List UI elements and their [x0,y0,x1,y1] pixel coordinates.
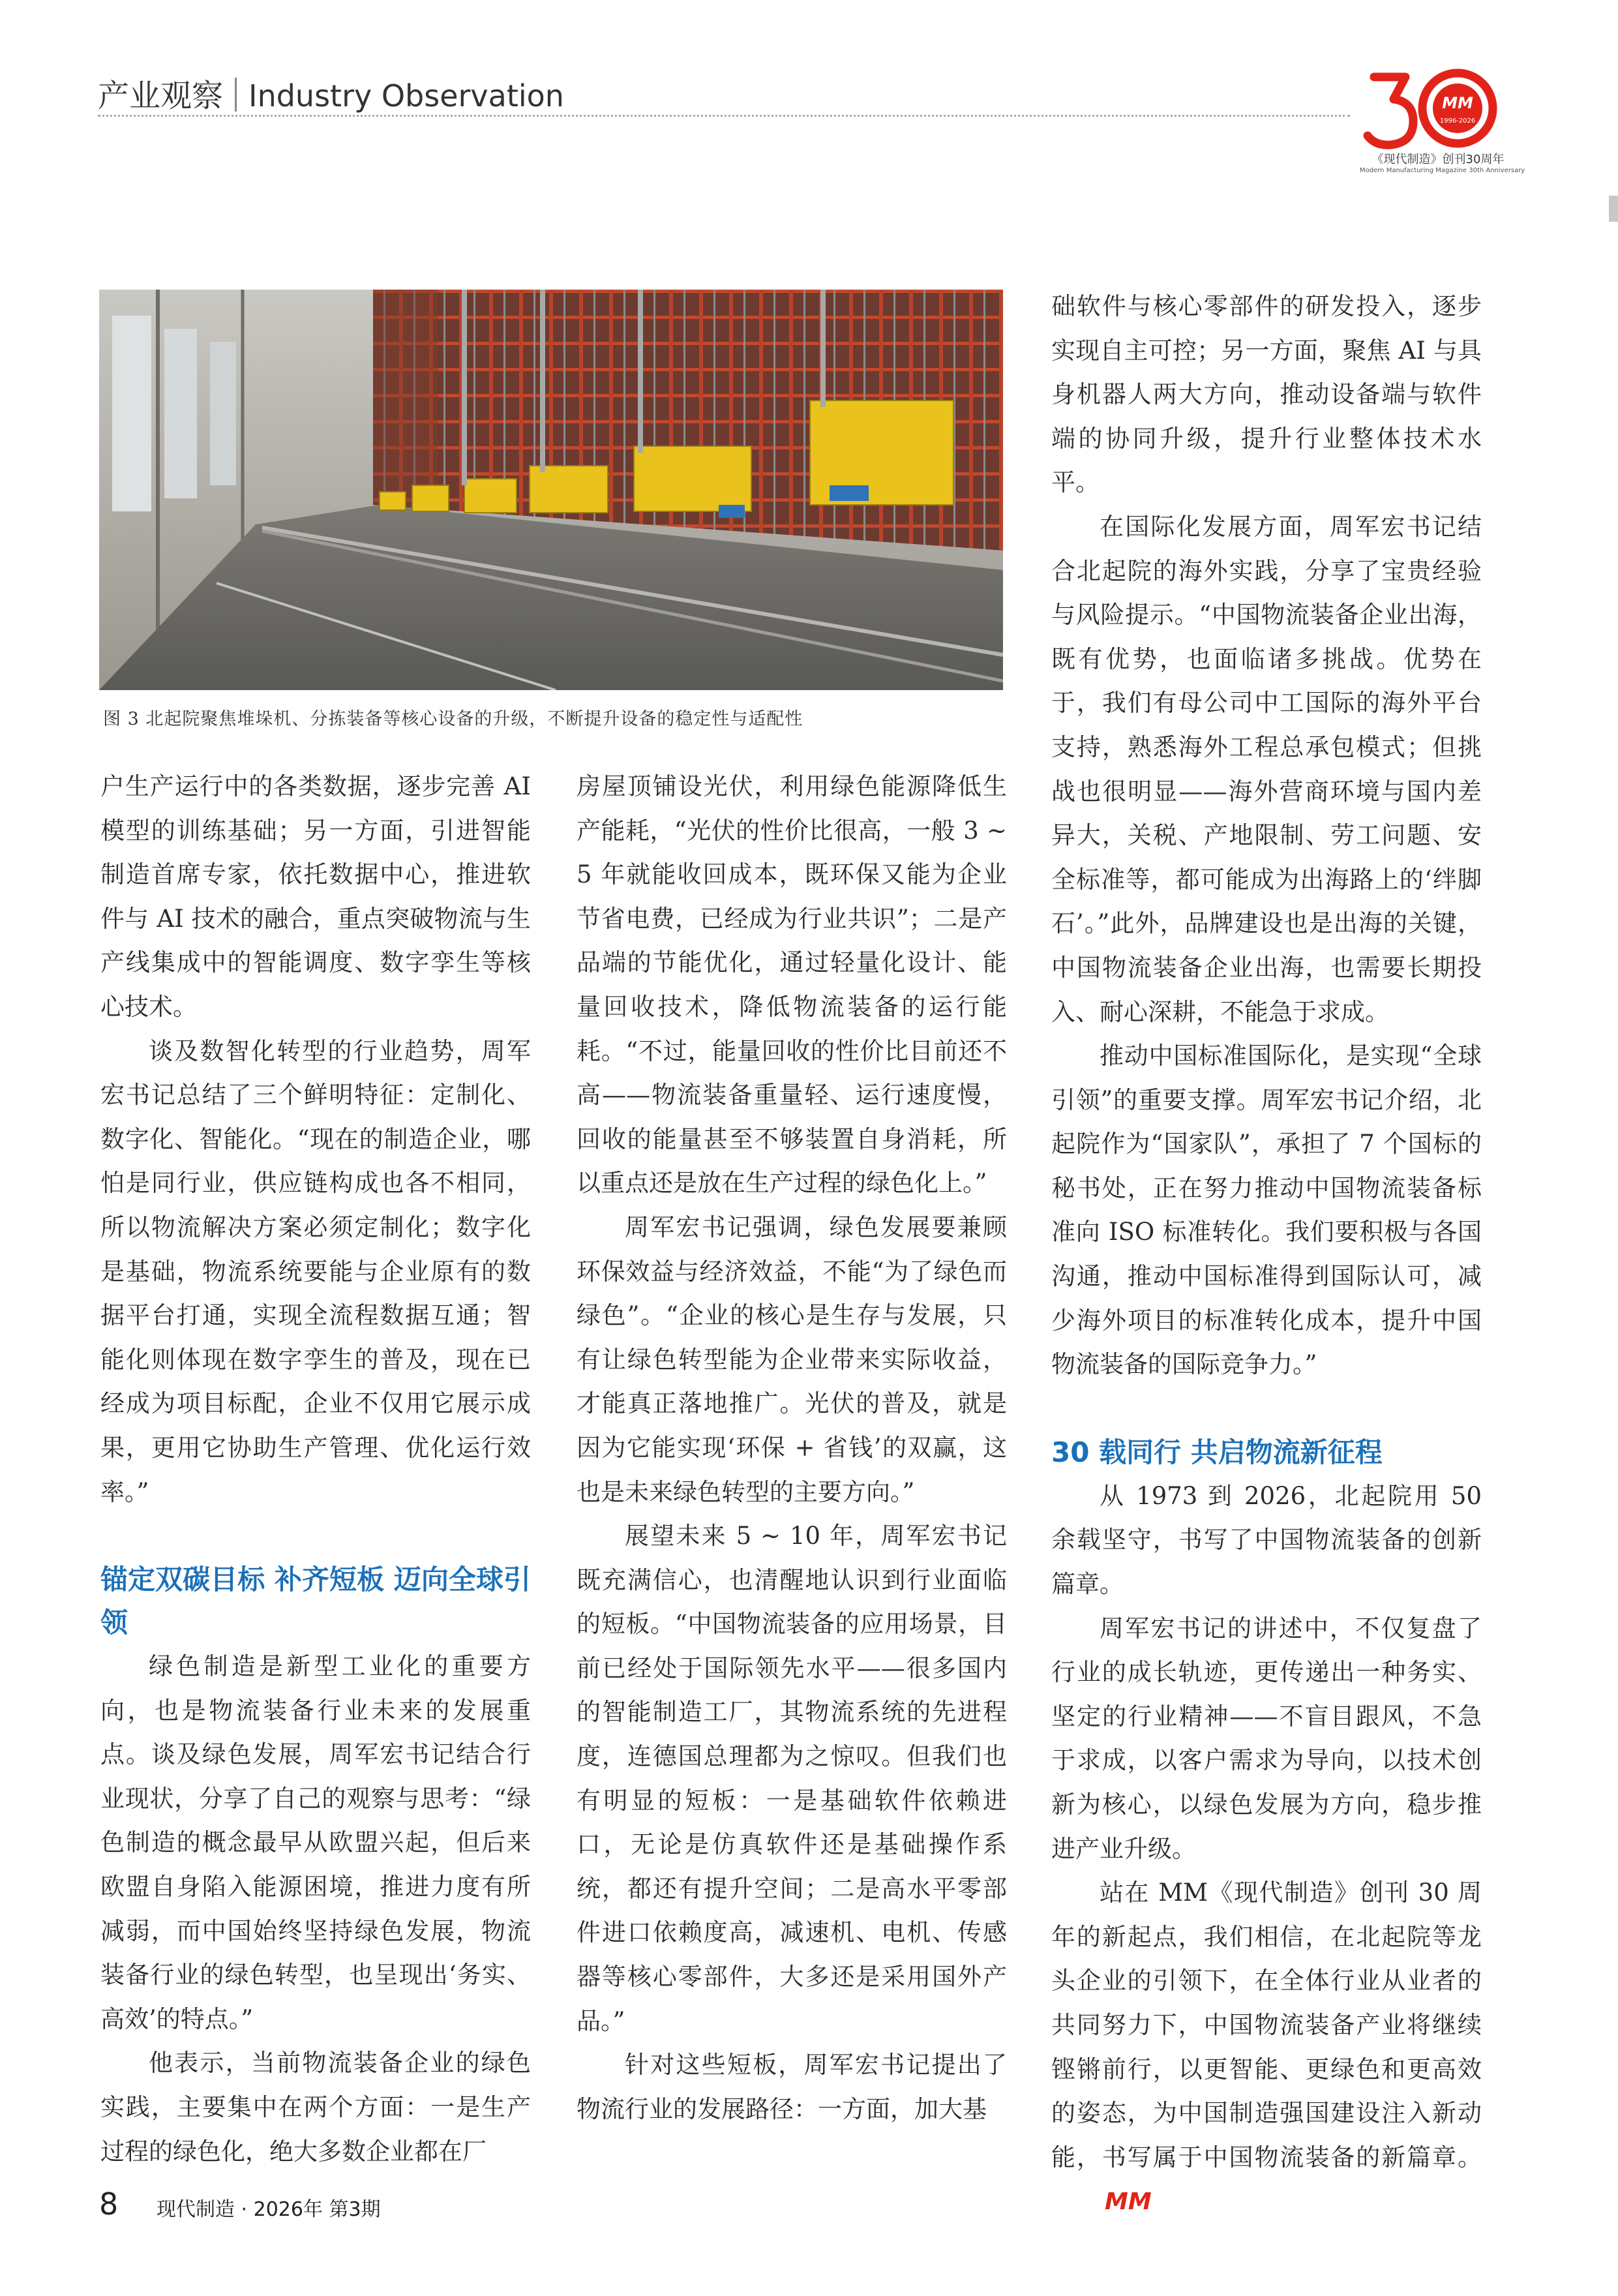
section-heading-green-goals: 锚定双碳目标 补齐短板 迈向全球引领 [100,1563,531,1639]
publication-issue: 现代制造 · 2026年 第3期 [157,2198,381,2221]
paragraph: 础软件与核心零部件的研发投入，逐步实现自主可控；另一方面，聚焦 AI 与具身机器人两大方向，推动设备端与软件端的协同升级，提升行业整体技术水平。 [1051,292,1482,497]
section-heading-30-years: 30 载同行 共启物流新征程 [1051,1436,1383,1468]
paragraph: 谈及数智化转型的行业趋势，周军宏书记总结了三个鲜明特征：定制化、数字化、智能化。“现在的制造企业，哪怕是同行业，供应链构成也各不相同，所以物流解决方案必须定制化；数字化是基础，物流系统要能与企业原有的数据平台打通，实现全流程数据互通；智能化则体现在数字孪生的普及，现在已经成为项目标配，企业不仅用它展示成果，更用它协助生产管理、优化运行效率。” [100,1036,531,1506]
anniversary-30-emblem [1360,65,1516,150]
section-header [98,70,564,115]
paragraph: 周军宏书记强调，绿色发展要兼顾环保效益与经济效益，不能“为了绿色而绿色”。“企业的核心是生存与发展，只有让绿色转型能为企业带来实际收益，才能真正落地推广。光伏的普及，就是因为它能实现‘环保 + 省钱’的双赢，这也是未来绿色转型的主要方向。” [577,1213,1007,1506]
logo-caption-cn: 《现代制造》创刊30周年 [1371,153,1505,166]
paragraph-final [1051,1871,1482,2224]
paragraph: 周军宏书记的讲述中，不仅复盘了行业的成长轨迹，更传递出一种务实、坚定的行业精神——不盲目跟风，不急于求成，以客户需求为导向，以技术创新为核心，以绿色发展为方向，稳步推进产业升级。 [1051,1614,1482,1863]
paragraph: 户生产运行中的各类数据，逐步完善 AI 模型的训练基础；另一方面，引进智能制造首席专家，依托数据中心，推进软件与 AI 技术的融合，重点突破物流与生产线集成中的智能调度、数字孪生等核心技术。 [100,772,531,1021]
paragraph: 展望未来 5 ~ 10 年，周军宏书记既充满信心，也清醒地认识到行业面临的短板。“中国物流装备的应用场景，目前已经处于国际领先水平——很多国内的智能制造工厂，其物流系统的先进程度，连德国总理都为之惊叹。但我们也有明显的短板：一是基础软件依赖进口，无论是仿真软件还是基础操作系统，都还有提升空间；二是高水平零部件进口依赖度高，减速机、电机、传感器等核心零部件，大多还是采用国外产品。” [577,1522,1007,2035]
section-title-en: Industry Observation [248,78,564,113]
logo-mm-text: MM [1442,94,1473,112]
header-divider [235,78,237,112]
paragraph: 从 1973 到 2026，北起院用 50 余载坚守，书写了中国物流装备的创新篇章。 [1051,1481,1482,1599]
article-column-1 [100,764,531,2173]
logo-caption-en: Modern Manufacturing Magazine 30th Anniversary [1360,167,1525,174]
paragraph: 他表示，当前物流装备企业的绿色实践，主要集中在两个方面：一是生产过程的绿色化，绝大多数企业都在厂 [100,2049,531,2166]
warehouse-photo [99,290,1003,690]
article-column-2 [577,764,1007,2131]
paragraph: 房屋顶铺设光伏，利用绿色能源降低生产能耗，“光伏的性价比很高，一般 3 ~ 5 年就能收回成本，既环保又能为企业节省电费，已经成为行业共识”；二是产品端的节能优化，通过轻量化设计、能量回收技术，降低物流装备的运行能耗。“不过，能量回收的性价比目前还不高——物流装备重量轻、运行速度慢，回收的能量甚至不够装置自身消耗，所以重点还是放在生产过程的绿色化上。” [577,772,1007,1198]
page-edge-marker [1609,196,1618,222]
article-column-3 [1051,284,1482,2224]
section-title-cn: 产业观察 [98,78,224,114]
paragraph: 推动中国标准国际化，是实现“全球引领”的重要支撑。周军宏书记介绍，北起院作为“国家队”，承担了 7 个国标的秘书处，正在努力推动中国物流装备标准向 ISO 标准转化。我们要积极与各国沟通，推动中国标准得到国际认可，减少海外项目的标准转化成本，提升中国物流装备的国际竞争力。” [1051,1042,1482,1379]
stacker-crane-illustration [99,290,1003,690]
figure-caption: 图 3 北起院聚焦堆垛机、分拣装备等核心设备的升级，不断提升设备的稳定性与适配性 [103,709,803,729]
header-rule [98,115,1350,117]
paragraph: 针对这些短板，周军宏书记提出了物流行业的发展路径：一方面，加大基 [577,2051,1007,2123]
paragraph: 在国际化发展方面，周军宏书记结合北起院的海外实践，分享了宝贵经验与风险提示。“中国物流装备企业出海，既有优势，也面临诸多挑战。优势在于，我们有母公司中工国际的海外平台支持，熟悉海外工程总承包模式；但挑战也很明显——海外营商环境与国内差异大，关税、产地限制、劳工问题、安全标准等，都可能成为出海路上的‘绊脚石’。”此外，品牌建设也是出海的关键，中国物流装备企业出海，也需要长期投入、耐心深耕，不能急于求成。 [1051,512,1482,1026]
paragraph: 绿色制造是新型工业化的重要方向，也是物流装备行业未来的发展重点。谈及绿色发展，周军宏书记结合行业现状，分享了自己的观察与思考：“绿色制造的概念最早从欧盟兴起，但后来欧盟自身陷入能源困境，推进力度有所减弱，而中国始终坚持绿色发展，物流装备行业的绿色转型，也呈现出‘务实、高效’的特点。” [100,1652,531,2033]
anniversary-logo [1360,65,1525,189]
page-number: 8 [99,2186,119,2222]
mm-end-mark: MM [1105,2188,1152,2216]
logo-years: 1996-2026 [1439,117,1476,125]
paragraph-final-text: 站在 MM《现代制造》创刊 30 周年的新起点，我们相信，在北起院等龙头企业的引领下，在全体行业从业者的共同努力下，中国物流装备产业将继续铿锵前行，以更智能、更绿色和更高效的姿态，为中国制造强国建设注入新动能，书写属于中国物流装备的新篇章。 [1051,1879,1482,2171]
